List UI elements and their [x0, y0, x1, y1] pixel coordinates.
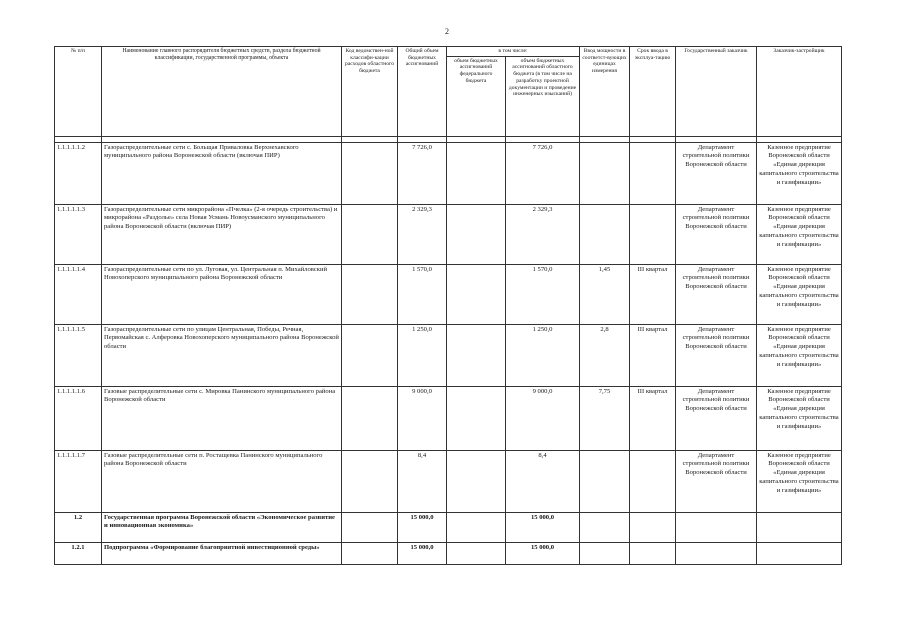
row-term	[630, 142, 676, 204]
row-customer: Департамент строительной политики Воронежской области	[676, 324, 757, 386]
row-term	[630, 542, 676, 564]
row-total: 2 329,3	[398, 204, 447, 264]
row-total: 15 000,0	[398, 512, 447, 542]
header-no: № п/п	[55, 47, 102, 137]
row-capacity	[580, 542, 630, 564]
row-regional: 8,4	[506, 450, 580, 512]
table-row	[55, 264, 842, 324]
row-name: Газораспределительные сети по ул. Луговая, ул. Центральная п. Михайловский Новохоперского муниципального района Воронежской области	[102, 264, 342, 324]
row-developer	[757, 512, 842, 542]
row-capacity	[580, 512, 630, 542]
row-developer: Казенное предприятие Воронежской области «Единая дирекция капитального строительства и газификации»	[757, 324, 842, 386]
row-federal	[447, 542, 506, 564]
row-developer: Казенное предприятие Воронежской области «Единая дирекция капитального строительства и газификации»	[757, 264, 842, 324]
row-capacity	[580, 450, 630, 512]
row-code	[342, 386, 398, 450]
row-code	[342, 324, 398, 386]
row-developer	[757, 542, 842, 564]
row-term: III квартал	[630, 324, 676, 386]
row-customer: Департамент строительной политики Воронежской области	[676, 142, 757, 204]
page-number: 2	[445, 27, 449, 36]
row-customer	[676, 542, 757, 564]
row-number: 1.1.1.1.1.3	[55, 204, 102, 264]
row-regional: 15 000,0	[506, 542, 580, 564]
row-name: Газовые распределительные сети п. Ростащевка Панинского муниципального района Воронежской области	[102, 450, 342, 512]
row-total: 9 000,0	[398, 386, 447, 450]
row-code	[342, 542, 398, 564]
row-name: Газовые распределительные сети с. Мировка Панинского муниципального района Воронежской области	[102, 386, 342, 450]
header-customer: Государственный заказчик	[676, 47, 757, 137]
row-number: 1.1.1.1.1.2	[55, 142, 102, 204]
budget-table	[54, 46, 842, 565]
row-capacity: 1,45	[580, 264, 630, 324]
header-regional: объем бюджетных ассигнований областного бюджета (в том числе на разработку проектной документации и проведение инженерных изысканий)	[506, 56, 580, 136]
row-name: Подпрограмма «Формирование благоприятной инвестиционной среды»	[102, 542, 342, 564]
row-developer: Казенное предприятие Воронежской области «Единая дирекция капитального строительства и газификации»	[757, 450, 842, 512]
row-capacity: 7,75	[580, 386, 630, 450]
row-federal	[447, 450, 506, 512]
row-number: 1.2	[55, 512, 102, 542]
header-developer: Заказчик-застройщик	[757, 47, 842, 137]
row-number: 1.1.1.1.1.7	[55, 450, 102, 512]
row-federal	[447, 142, 506, 204]
row-term: III квартал	[630, 386, 676, 450]
row-code	[342, 264, 398, 324]
header-code: Код ведомствен-ной классифи-кации расходов областного бюджета	[342, 47, 398, 137]
table-body	[55, 136, 842, 564]
row-capacity: 2,8	[580, 324, 630, 386]
row-name: Газораспределительные сети микрорайона «Пчелка» (2-я очередь строительства) и микрорайона «Раздолье» села Новая Усмань Новоусманского муниципального района Воронежской области (включая ПИР)	[102, 204, 342, 264]
row-customer: Департамент строительной политики Воронежской области	[676, 264, 757, 324]
row-regional: 1 250,0	[506, 324, 580, 386]
row-federal	[447, 324, 506, 386]
row-regional: 1 570,0	[506, 264, 580, 324]
row-number: 1.1.1.1.1.5	[55, 324, 102, 386]
row-capacity	[580, 142, 630, 204]
table-row	[55, 450, 842, 512]
row-number: 1.1.1.1.1.6	[55, 386, 102, 450]
row-total: 8,4	[398, 450, 447, 512]
row-number: 1.1.1.1.1.4	[55, 264, 102, 324]
row-regional: 9 000,0	[506, 386, 580, 450]
row-federal	[447, 204, 506, 264]
table-row	[55, 542, 842, 564]
row-code	[342, 204, 398, 264]
table-row	[55, 204, 842, 264]
row-customer	[676, 512, 757, 542]
row-customer: Департамент строительной политики Воронежской области	[676, 204, 757, 264]
header-capacity: Ввод мощности в соответст-вующих единицах измерения	[580, 47, 630, 137]
header-total: Общий объем бюджетных ассигнований	[398, 47, 447, 137]
header-term: Срок ввода в эксплуа-тацию	[630, 47, 676, 137]
row-term: III квартал	[630, 264, 676, 324]
row-term	[630, 204, 676, 264]
row-federal	[447, 264, 506, 324]
header-name: Наименование главного распорядителя бюджетных средств, раздела бюджетной классификации, государственной программы, объекта	[102, 47, 342, 137]
row-code	[342, 450, 398, 512]
row-term	[630, 450, 676, 512]
row-federal	[447, 386, 506, 450]
row-regional: 2 329,3	[506, 204, 580, 264]
row-developer: Казенное предприятие Воронежской области «Единая дирекция капитального строительства и газификации»	[757, 204, 842, 264]
row-code	[342, 512, 398, 542]
table-row	[55, 386, 842, 450]
row-term	[630, 512, 676, 542]
table-row	[55, 324, 842, 386]
row-customer: Департамент строительной политики Воронежской области	[676, 386, 757, 450]
table-row	[55, 512, 842, 542]
header-federal: объем бюджетных ассигнований федерального бюджета	[447, 56, 506, 136]
header-including: в том числе:	[447, 47, 580, 57]
row-name: Газораспределительные сети по улицам Центральная, Победы, Речная, Первомайская с. Алферовка Новохоперского муниципального района Воронежской области	[102, 324, 342, 386]
row-name: Газораспределительные сети с. Больщая Приваловка Верхнехавского муниципального района Воронежской области (включая ПИР)	[102, 142, 342, 204]
row-developer: Казенное предприятие Воронежской области «Единая дирекция капитального строительства и газификации»	[757, 142, 842, 204]
row-developer: Казенное предприятие Воронежской области «Единая дирекция капитального строительства и газификации»	[757, 386, 842, 450]
row-total: 1 250,0	[398, 324, 447, 386]
row-capacity	[580, 204, 630, 264]
row-code	[342, 142, 398, 204]
row-federal	[447, 512, 506, 542]
row-customer: Департамент строительной политики Воронежской области	[676, 450, 757, 512]
row-total: 15 000,0	[398, 542, 447, 564]
row-total: 1 570,0	[398, 264, 447, 324]
row-total: 7 726,0	[398, 142, 447, 204]
table-row	[55, 142, 842, 204]
row-regional: 7 726,0	[506, 142, 580, 204]
row-name: Государственная программа Воронежской области «Экономическое развитие и инновационная экономика»	[102, 512, 342, 542]
row-regional: 15 000,0	[506, 512, 580, 542]
row-number: 1.2.1	[55, 542, 102, 564]
